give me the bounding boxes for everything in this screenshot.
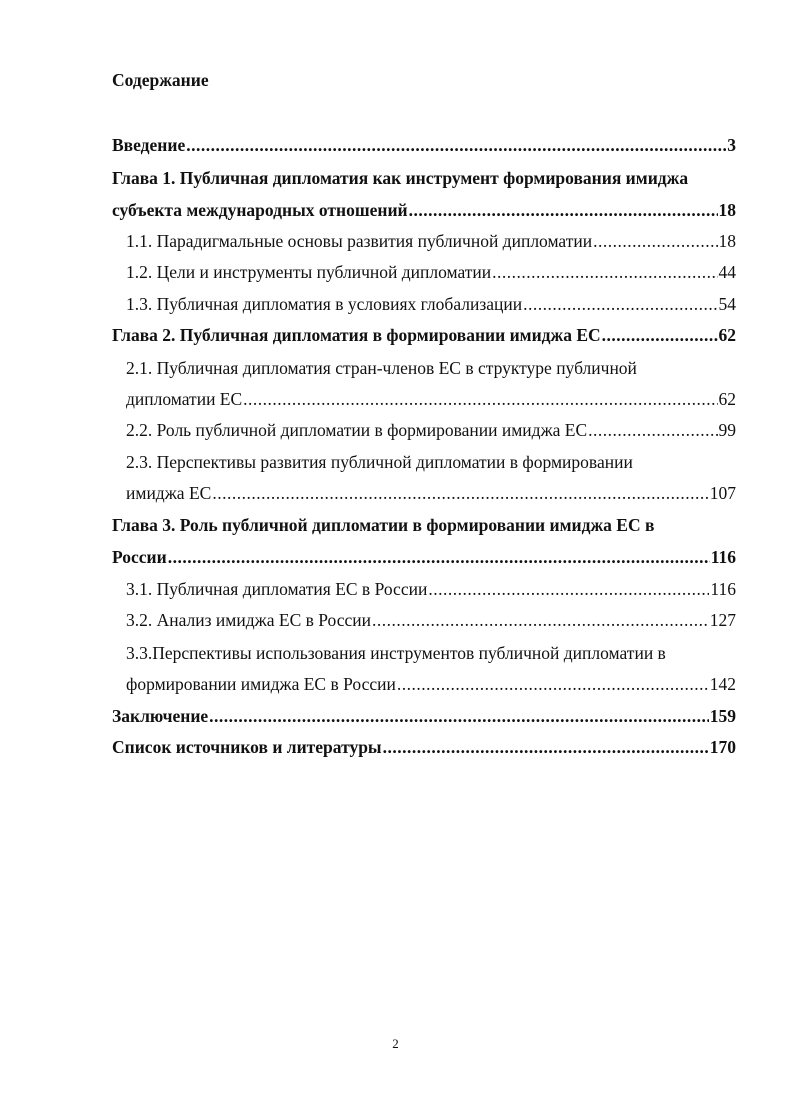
toc-entry-title: 1.3. Публичная дипломатия в условиях глобализации bbox=[126, 294, 523, 314]
toc-entry-title: Заключение bbox=[112, 706, 209, 726]
toc-page-number: 107 bbox=[709, 483, 736, 503]
toc-page-number: 18 bbox=[718, 200, 736, 220]
toc-entry-intro[interactable] bbox=[112, 133, 736, 157]
toc-page-number: 18 bbox=[718, 231, 736, 251]
dot-leader bbox=[383, 735, 709, 759]
toc-entry-section-2-2[interactable] bbox=[126, 418, 736, 442]
toc-entry-title-cont: формировании имиджа ЕС в России bbox=[126, 674, 396, 694]
toc-entry-title-cont: имиджа ЕС bbox=[126, 483, 212, 503]
toc-entry-title: 3.2. Анализ имиджа ЕС в России bbox=[126, 610, 371, 630]
toc-page-number: 116 bbox=[710, 547, 736, 567]
toc-entry-section-3-2[interactable] bbox=[126, 608, 736, 632]
page-title: Содержание bbox=[112, 70, 209, 90]
toc-entry-section-3-1[interactable] bbox=[126, 577, 736, 601]
toc-entry-chapter-1-line1[interactable] bbox=[112, 166, 736, 190]
toc-page-number: 127 bbox=[709, 610, 736, 630]
toc-page-number: 116 bbox=[710, 579, 736, 599]
dot-leader bbox=[409, 198, 718, 222]
toc-entry-section-2-3-line1[interactable] bbox=[126, 450, 736, 474]
toc-entry-title: 2.2. Роль публичной дипломатии в формировании имиджа ЕС bbox=[126, 420, 588, 440]
toc-entry-section-2-1-line1[interactable] bbox=[126, 356, 736, 380]
toc-entry-title: 3.1. Публичная дипломатия ЕС в России bbox=[126, 579, 428, 599]
dot-leader bbox=[397, 672, 709, 696]
toc-entry-title: Глава 1. Публичная дипломатия как инструмент формирования имиджа bbox=[112, 168, 689, 188]
toc-entry-section-3-3-line2[interactable] bbox=[126, 672, 736, 696]
toc-entry-title-cont: дипломатии ЕС bbox=[126, 389, 243, 409]
toc-entry-title: Глава 3. Роль публичной дипломатии в формировании имиджа ЕС в bbox=[112, 515, 655, 535]
toc-page-number: 62 bbox=[718, 389, 736, 409]
toc-entry-sources[interactable] bbox=[112, 735, 736, 759]
toc-entry-conclusion[interactable] bbox=[112, 704, 736, 728]
toc-entry-chapter-3-line2[interactable] bbox=[112, 545, 736, 569]
dot-leader bbox=[588, 418, 717, 442]
toc-entry-title: 2.1. Публичная дипломатия стран-членов ЕС в структуре публичной bbox=[126, 358, 637, 378]
dot-leader bbox=[593, 229, 717, 253]
dot-leader bbox=[186, 133, 726, 157]
toc-entry-title: 3.3.Перспективы использования инструментов публичной дипломатии в bbox=[126, 643, 666, 663]
toc-entry-chapter-3-line1[interactable] bbox=[112, 513, 736, 537]
toc-page-number: 159 bbox=[709, 706, 736, 726]
toc-entry-title: 1.2. Цели и инструменты публичной дипломатии bbox=[126, 262, 492, 282]
toc-page-number: 62 bbox=[718, 325, 736, 345]
toc-entry-title-cont: России bbox=[112, 547, 167, 567]
dot-leader bbox=[523, 292, 717, 316]
dot-leader bbox=[243, 387, 717, 411]
toc-entry-title: Введение bbox=[112, 135, 186, 155]
toc-entry-chapter-2[interactable] bbox=[112, 323, 736, 347]
toc-page-number: 142 bbox=[709, 674, 736, 694]
toc-entry-section-2-3-line2[interactable] bbox=[126, 481, 736, 505]
toc-page-number: 99 bbox=[718, 420, 736, 440]
dot-leader bbox=[372, 608, 709, 632]
toc-page-number: 3 bbox=[727, 135, 736, 155]
toc-entry-chapter-1-line2[interactable] bbox=[112, 198, 736, 222]
dot-leader bbox=[428, 577, 709, 601]
toc-entry-section-1-2[interactable] bbox=[126, 260, 736, 284]
dot-leader bbox=[602, 323, 718, 347]
toc-entry-title: 2.3. Перспективы развития публичной дипломатии в формировании bbox=[126, 452, 633, 472]
toc-entry-title: 1.1. Парадигмальные основы развития публичной дипломатии bbox=[126, 231, 593, 251]
toc-entry-title: Глава 2. Публичная дипломатия в формировании имиджа ЕС bbox=[112, 325, 601, 345]
dot-leader bbox=[212, 481, 708, 505]
toc-page-number: 54 bbox=[718, 294, 736, 314]
toc-entry-title: Список источников и литературы bbox=[112, 737, 382, 757]
toc-entry-title-cont: субъекта международных отношений bbox=[112, 200, 408, 220]
toc-entry-section-2-1-line2[interactable] bbox=[126, 387, 736, 411]
toc-page-number: 170 bbox=[709, 737, 736, 757]
toc-entry-section-1-1[interactable] bbox=[126, 229, 736, 253]
toc-entry-section-1-3[interactable] bbox=[126, 292, 736, 316]
page-number: 2 bbox=[392, 1036, 399, 1051]
dot-leader bbox=[492, 260, 717, 284]
dot-leader bbox=[168, 545, 710, 569]
toc-page-number: 44 bbox=[718, 262, 736, 282]
toc-entry-section-3-3-line1[interactable] bbox=[126, 641, 736, 665]
dot-leader bbox=[209, 704, 709, 728]
